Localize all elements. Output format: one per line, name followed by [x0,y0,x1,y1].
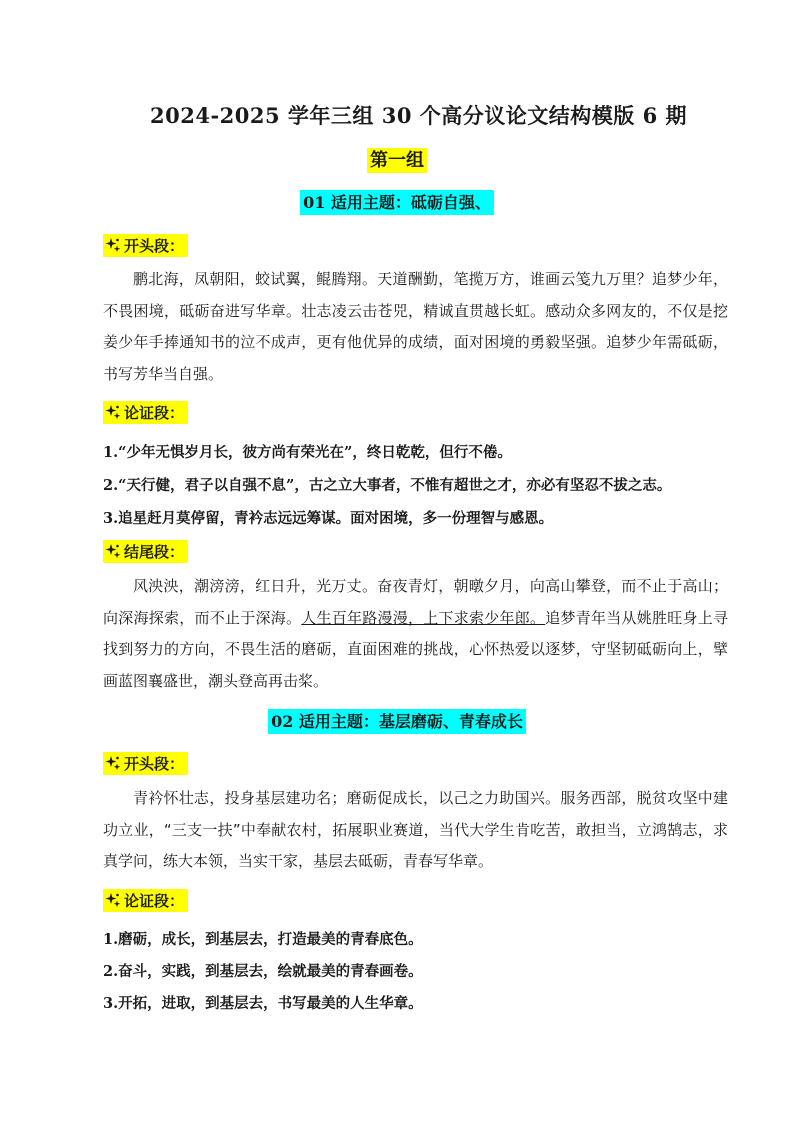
section-2-point-2: 2.奋斗，实践，到基层去，绘就最美的青春画卷。 [103,963,423,980]
label-text: 结尾段： [124,542,185,561]
label-text: 论证段： [124,403,185,422]
section-1-opening-label [103,233,188,257]
label-highlight [103,540,188,563]
section-1-point-2: 2.“天行健，君子以自强不息”，古之立大事者，不惟有超世之才，亦必有坚忍不拔之志。 [103,477,672,494]
section-2-topic-text: 02 适用主题：基层磨砺、青春成长 [268,709,526,734]
closing-underlined-text: 人生百年路漫漫，上下求索少年郎。 [301,608,546,627]
group-title-text: 第一组 [367,148,427,173]
section-2-point-1: 1.磨砺，成长，到基层去，打造最美的青春底色。 [103,931,423,948]
closing-text-a: 风泱泱，潮滂滂，红日升，光万丈。奋夜青灯，朝暾夕月，向高山攀登，而不止于高山；向深海探索，而不止于深海。 [103,577,728,627]
label-highlight [103,234,188,257]
section-2-point-3: 3.开拓，进取，到基层去，书写最美的人生华章。 [103,995,423,1012]
document-title: 2024-2025 学年三组 30 个高分议论文结构模版 6 期 [150,103,687,128]
label-text: 开头段： [124,236,185,255]
section-1-point-3: 3.追星赶月莫停留，青衿志远远筹谋。面对困境，多一份理智与感恩。 [103,510,554,527]
section-2-argument-label [103,888,188,912]
sparkle-icon [105,237,121,253]
section-1-closing-label [103,539,188,563]
sparkle-icon [105,755,121,771]
section-2-opening-label [103,751,188,775]
closing-text-b: 追梦青年当从姚胜旺身上寻找到努力的方向，不畏生活的磨砺，直面困难的挑战，心怀热爱以逐梦，守坚韧砥砺向上，擘画蓝图襄盛世，潮头登高再击桨。 [103,608,728,690]
label-text: 开头段： [124,754,185,773]
sparkle-icon [105,404,121,420]
section-1-opening-paragraph: 鹏北海，凤朝阳，蛟试翼，鲲腾翔。天道酬勤，笔揽万方，谁画云笺九万里？追梦少年，不畏困境，砥砺奋进写华章。壮志凌云击苍兕，精诚直贯越长虹。感动众多网友的，不仅是挖姜少年手捧通知书的泣不成声，更有他优异的成绩，面对困境的勇毅坚强。追梦少年需砥砺，书写芳华当自强。 [103,270,728,383]
section-2-opening-paragraph: 青衿怀壮志，投身基层建功名；磨砺促成长，以己之力助国兴。服务西部，脱贫攻坚中建功立业，“三支一扶”中奉献农村，拓展职业赛道，当代大学生肯吃苦，敢担当，立鸿鹄志，求真学问，练大本领，当实干家，基层去砥砺，青春写华章。 [103,789,728,870]
label-highlight [103,889,188,912]
group-title [0,146,794,172]
label-highlight [103,401,188,424]
sparkle-icon [105,892,121,908]
section-1-topic [0,190,794,213]
sparkle-icon [105,543,121,559]
section-1-argument-label [103,400,188,424]
label-text: 论证段： [124,891,185,910]
label-highlight [103,752,188,775]
section-2-topic [0,709,794,732]
section-1-point-1: 1.“少年无惧岁月长，彼方尚有荣光在”，终日乾乾，但行不倦。 [103,444,512,461]
section-1-closing-paragraph [103,571,728,697]
section-1-topic-text: 01 适用主题：砥砺自强、 [300,190,494,215]
